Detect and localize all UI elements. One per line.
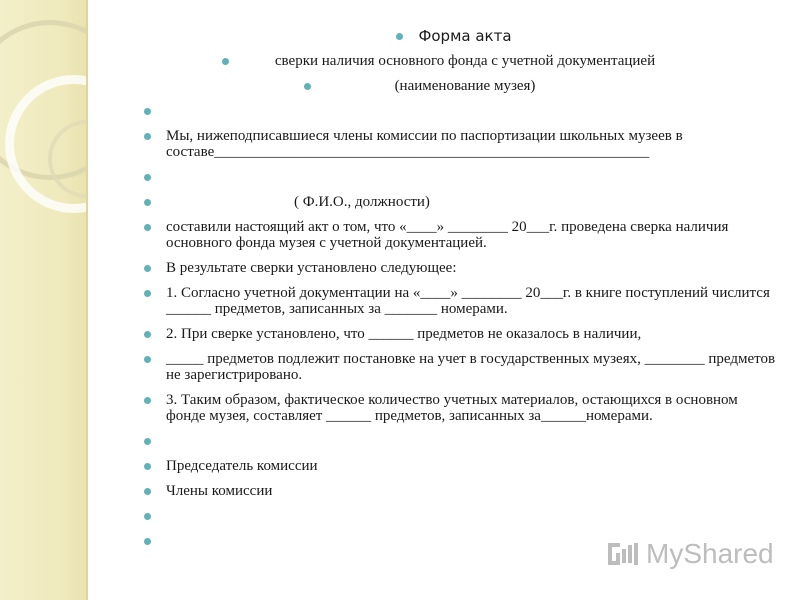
bullet-icon <box>144 199 151 206</box>
act-paragraph <box>150 219 780 251</box>
decorative-left-band <box>0 0 88 600</box>
bullet-icon <box>144 331 151 338</box>
watermark-text: MyShared <box>646 538 774 569</box>
bullet-icon <box>144 290 151 297</box>
item-2-text: 2. При сверке установлено, что ______ предметов не оказалось в наличии, <box>166 326 642 342</box>
bullet-icon <box>144 397 151 404</box>
empty-line <box>150 433 780 449</box>
chairman-line <box>150 458 780 474</box>
bullet-icon <box>144 108 151 115</box>
bullet-icon <box>144 463 151 470</box>
chairman-text: Председатель комиссии <box>166 458 318 474</box>
act-text: составили настоящий акт о том, что «____» ________ 20___г. проведена сверка наличия основного фонда музея с учетной документацией. <box>166 219 729 251</box>
form-title-text: Форма акта <box>418 27 512 45</box>
myshared-watermark <box>606 538 774 570</box>
museum-name-hint-text: (наименование музея) <box>394 78 536 94</box>
bullet-icon <box>144 174 151 181</box>
persons-hint-text: ( Ф.И.О., должности) <box>294 194 430 210</box>
bullet-icon <box>144 224 151 231</box>
result-intro <box>150 260 780 276</box>
museum-name-hint <box>150 78 780 94</box>
item-1-text: 1. Согласно учетной документации на «____» ________ 20___г. в книге поступлений числится ______ предметов, записанных за _______ номерами. <box>166 285 770 317</box>
bullet-icon <box>144 356 151 363</box>
form-subtitle <box>150 53 780 69</box>
bullet-icon <box>396 33 403 40</box>
bullet-icon <box>222 58 229 65</box>
result-intro-text: В результате сверки установлено следующее: <box>166 260 457 276</box>
form-subtitle-text: сверки наличия основного фонда с учетной документацией <box>274 53 656 69</box>
item-2 <box>150 326 780 342</box>
intro-text: Мы, нижеподписавшиеся члены комиссии по паспортизации школьных музеев в составе__________________________________________________________ <box>166 128 683 160</box>
intro-paragraph <box>150 128 780 160</box>
empty-line <box>150 169 780 185</box>
bullet-icon <box>304 83 311 90</box>
item-3-text: 3. Таким образом, фактическое количество учетных материалов, остающихся в основном фонде музея, составляет ______ предметов, записанных за______номерами. <box>166 392 738 424</box>
empty-line <box>150 103 780 119</box>
bullet-icon <box>144 488 151 495</box>
item-1 <box>150 285 780 317</box>
persons-hint <box>150 194 780 210</box>
bullet-icon <box>144 133 151 140</box>
band-edge <box>86 0 88 600</box>
form-title <box>150 28 780 44</box>
item-2-continued-text: _____ предметов подлежит постановке на учет в государственных музеях, ________ предметов не зарегистрировано. <box>166 351 776 383</box>
bullet-icon <box>144 513 151 520</box>
item-3 <box>150 392 780 424</box>
bullet-icon <box>144 265 151 272</box>
members-line <box>150 483 780 499</box>
item-2-continued <box>150 351 780 383</box>
bullet-icon <box>144 538 151 545</box>
act-form-list <box>150 28 780 558</box>
empty-line <box>150 508 780 524</box>
bullet-icon <box>144 438 151 445</box>
members-text: Члены комиссии <box>166 483 273 499</box>
myshared-logo-icon <box>606 539 640 569</box>
